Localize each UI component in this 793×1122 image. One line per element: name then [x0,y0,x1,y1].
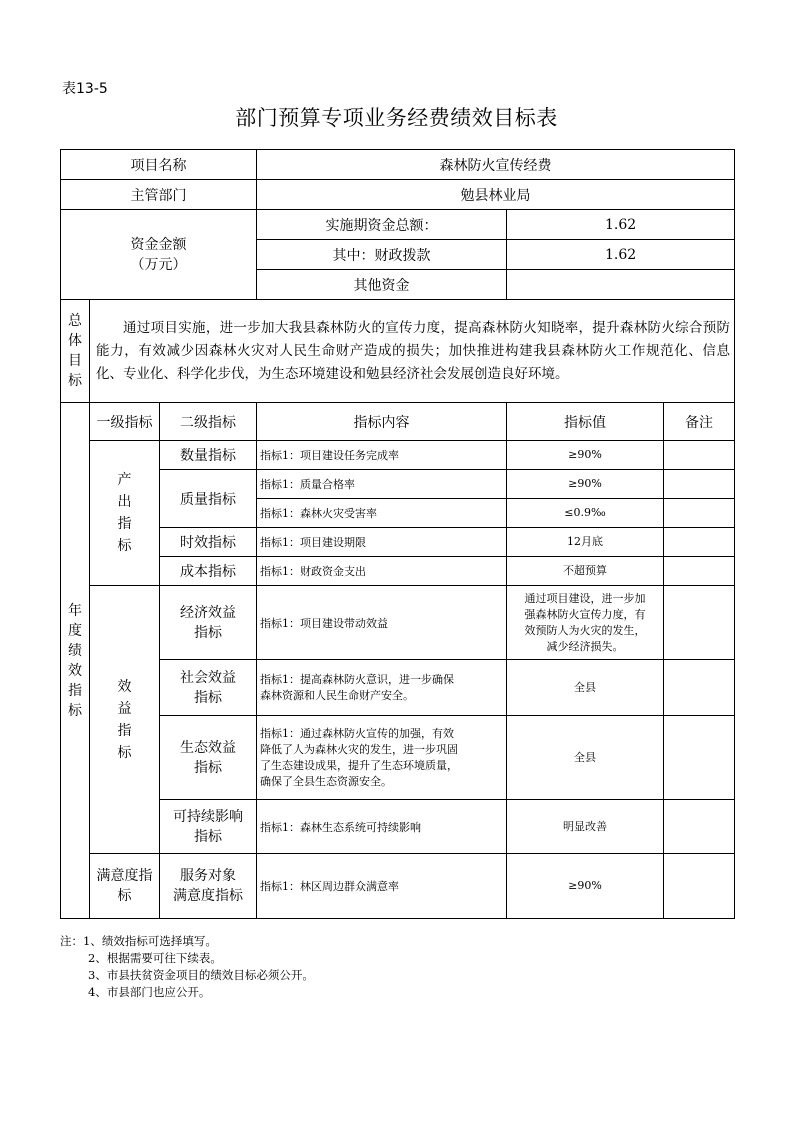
footnote-1: 注：1、绩效指标可选择填写。 [60,934,217,948]
form-code: 表13-5 [62,81,108,97]
quality-value-2: ≤0.9‰ [507,499,664,528]
quality-remark-2 [664,499,735,528]
performance-target-table [60,149,735,919]
overall-goal-text: 通过项目实施，进一步加大我县森林防火的宣传力度，提高森林防火知晓率，提升森林防火综合预防能力，有效减少因森林火灾对人民生命财产造成的损失；加快推进构建我县森林防火工作规范化、信息化、专业化、科学化步伐，为生态环境建设和勉县经济社会发展创造良好环境。 [90,300,735,403]
social-indicator-label: 社会效益 指标 [160,660,257,716]
fund-amount-label-line2: （万元） [130,256,187,273]
table-row [61,716,735,800]
timeliness-value: 12月底 [507,528,664,557]
header-level2: 二级指标 [160,403,257,441]
service-content: 指标1：林区周边群众满意率 [257,854,507,919]
timeliness-content: 指标1：项目建设期限 [257,528,507,557]
output-indicator-label: 产 出 指 标 [90,441,160,586]
table-row [61,528,735,557]
footnotes [60,933,314,1001]
sustainable-remark [664,800,735,854]
quantity-content: 指标1：项目建设任务完成率 [257,441,507,470]
sustainable-value: 明显改善 [507,800,664,854]
quality-value-1: ≥90% [507,470,664,499]
indicator-header-row [61,403,735,441]
timeliness-indicator-label: 时效指标 [160,528,257,557]
quality-indicator-label: 质量指标 [160,470,257,528]
social-value: 全县 [507,660,664,716]
service-remark [664,854,735,919]
sustainable-content: 指标1：森林生态系统可持续影响 [257,800,507,854]
annual-indicator-label: 年 度 绩 效 指 标 [61,403,90,919]
quantity-indicator-label: 数量指标 [160,441,257,470]
cost-content: 指标1：财政资金支出 [257,557,507,586]
department-row [61,180,735,210]
fund-fiscal-label: 其中：财政拨款 [257,240,507,270]
footnote-3: 3、市县扶贫资金项目的绩效目标必须公开。 [88,968,314,982]
fund-total-value: 1.62 [507,210,735,240]
economic-remark [664,586,735,660]
header-remark: 备注 [664,403,735,441]
quantity-remark [664,441,735,470]
page-title: 部门预算专项业务经费绩效目标表 [235,106,558,130]
ecological-indicator-label: 生态效益 指标 [160,716,257,800]
table-row [61,557,735,586]
sustainable-indicator-label: 可持续影响 指标 [160,800,257,854]
overall-goal-row [61,300,735,403]
fund-total-row [61,210,735,240]
service-indicator-label: 服务对象 满意度指标 [160,854,257,919]
ecological-value: 全县 [507,716,664,800]
benefit-indicator-label: 效 益 指 标 [90,586,160,854]
timeliness-remark [664,528,735,557]
header-content: 指标内容 [257,403,507,441]
fund-other-label: 其他资金 [257,270,507,300]
project-name-label: 项目名称 [61,150,257,180]
social-content: 指标1：提高森林防火意识，进一步确保 森林资源和人民生命财产安全。 [257,660,507,716]
footnote-4: 4、市县部门也应公开。 [88,985,211,999]
economic-indicator-label: 经济效益 指标 [160,586,257,660]
project-name-value: 森林防火宣传经费 [257,150,735,180]
cost-indicator-label: 成本指标 [160,557,257,586]
fund-amount-label [61,210,257,300]
ecological-content: 指标1：通过森林防火宣传的加强，有效 降低了人为森林火灾的发生，进一步巩固 了生态建设成果，提升了生态环境质量， 确保了全县生态资源安全。 [257,716,507,800]
table-row [61,854,735,919]
overall-goal-label: 总 体 目 标 [61,300,90,403]
satisfaction-indicator-label: 满意度指 标 [90,854,160,919]
table-row [61,470,735,499]
fund-amount-label-line1: 资金金额 [130,236,187,253]
quality-content-1: 指标1：质量合格率 [257,470,507,499]
service-value: ≥90% [507,854,664,919]
cost-remark [664,557,735,586]
quality-remark-1 [664,470,735,499]
department-label: 主管部门 [61,180,257,210]
project-name-row [61,150,735,180]
table-row [61,441,735,470]
cost-value: 不超预算 [507,557,664,586]
quantity-value: ≥90% [507,441,664,470]
footnote-2: 2、根据需要可往下续表。 [88,951,222,965]
fund-fiscal-value: 1.62 [507,240,735,270]
department-value: 勉县林业局 [257,180,735,210]
header-value: 指标值 [507,403,664,441]
fund-other-value [507,270,735,300]
table-row [61,660,735,716]
social-remark [664,660,735,716]
table-row [61,800,735,854]
fund-total-label: 实施期资金总额： [257,210,507,240]
quality-content-2: 指标1：森林火灾受害率 [257,499,507,528]
header-level1: 一级指标 [90,403,160,441]
ecological-remark [664,716,735,800]
economic-value: 通过项目建设，进一步加 强森林防火宣传力度，有 效预防人为火灾的发生， 减少经济损失。 [507,586,664,660]
table-row [61,586,735,660]
economic-content: 指标1：项目建设带动效益 [257,586,507,660]
